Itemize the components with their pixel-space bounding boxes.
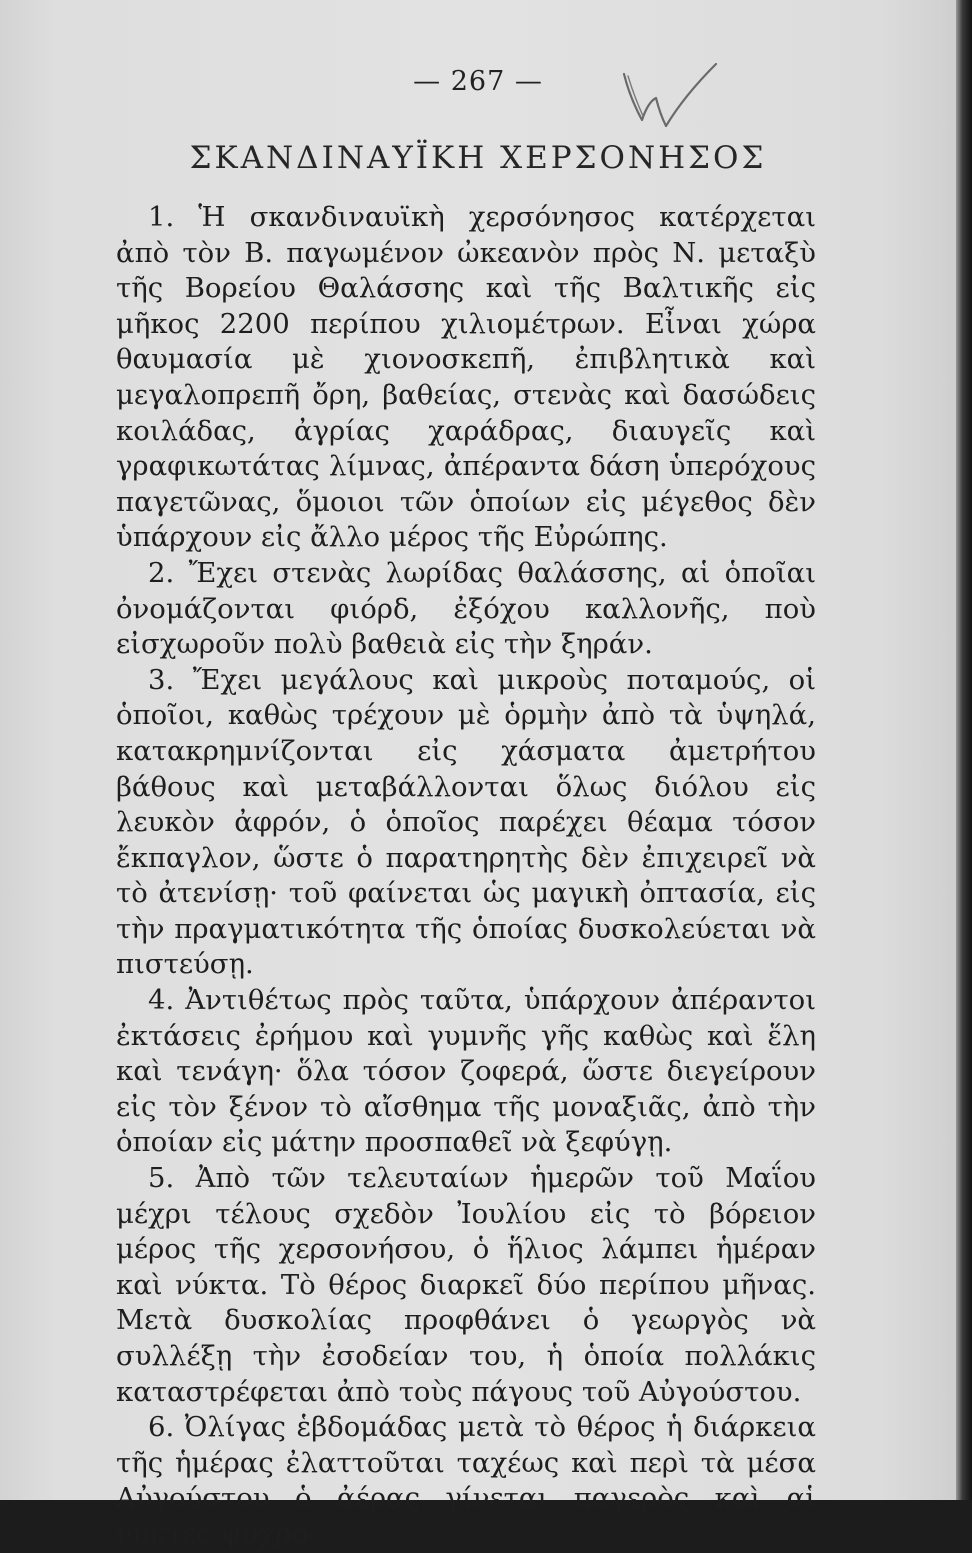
scan-edge-shadow [956, 0, 972, 1500]
chapter-title: ΣΚΑΝΔΙΝΑΥΪΚΗ ΧΕΡΣΟΝΗΣΟΣ [189, 140, 767, 176]
paragraph-6: 6. Ὀλίγας ἑβδομάδας μετὰ τὸ θέρος ἡ διάρκεια τῆς ἡμέρας ἐλαττοῦται ταχέως καὶ περὶ τὰ μέσα Αὐγούστου ὁ ἀέρας γίνεται παγερὸς καὶ αἱ νύκτες ψυχρό- [116, 1411, 816, 1550]
paragraph-3: 3. Ἔχει μεγάλους καὶ μικροὺς ποταμούς, οἱ ὁποῖοι, καθὼς τρέχουν μὲ ὁρμὴν ἀπὸ τὰ ὑψηλά, κατακρημνίζονται εἰς χάσματα ἀμετρήτου βάθους καὶ μεταβάλλονται ὅλως διόλου εἰς λευκὸν ἀφρόν, ὁ ὁποῖος παρέχει θέαμα τόσον ἔκπαγλον, ὥστε ὁ παρατηρητὴς δὲν ἐπιχειρεῖ νὰ τὸ ἀτενίσῃ· τοῦ φαίνεται ὡς μαγικὴ ὀπτασία, εἰς τὴν πραγματικότητα τῆς ὁποίας δυσκολεύεται νὰ πιστεύσῃ. [116, 663, 816, 981]
paragraph-2: 2. Ἔχει στενὰς λωρίδας θαλάσσης, αἱ ὁποῖαι ὀνομάζονται φιόρδ, ἐξόχου καλλονῆς, ποὺ εἰσχωροῦν πολὺ βαθειὰ εἰς τὴν ξηράν. [116, 556, 816, 661]
handwritten-check-mark [612, 58, 722, 138]
page-number: — 267 — [413, 66, 543, 97]
paragraph-1: 1. Ἡ σκανδιναυϊκὴ χερσόνησος κατέρχεται ἀπὸ τὸν Β. παγωμένον ὠκεανὸν πρὸς Ν. μεταξὺ τῆς Βορείου Θαλάσσης καὶ τῆς Βαλτικῆς εἰς μῆκος 2200 περίπου χιλιομέτρων. Εἶναι χώρα θαυμασία μὲ χιονοσκεπῆ, ἐπιβλητικὰ καὶ μεγαλοπρεπῆ ὄρη, βαθείας, στενὰς καὶ δασώδεις κοιλάδας, ἀγρίας χαράδρας, διαυγεῖς καὶ γραφικωτάτας λίμνας, ἀπέραντα δάση ὑπερόχους παγετῶνας, ὅμοιοι τῶν ὁποίων εἰς μέγεθος δὲν ὑπάρχουν εἰς ἄλλο μέρος τῆς Εὐρώπης. [116, 201, 816, 554]
paragraph-4: 4. Ἀντιθέτως πρὸς ταῦτα, ὑπάρχουν ἀπέραντοι ἐκτάσεις ἐρήμου καὶ γυμνῆς γῆς καθὼς καὶ ἕλη καὶ τενάγη· ὅλα τόσον ζοφερά, ὥστε διεγείρουν εἰς τὸν ξένον τὸ αἴσθημα τῆς μοναξιᾶς, ἀπὸ τὴν ὁποίαν εἰς μάτην προσπαθεῖ νὰ ξεφύγῃ. [116, 984, 816, 1159]
body-text [116, 200, 816, 1553]
paragraph-5: 5. Ἀπὸ τῶν τελευταίων ἡμερῶν τοῦ Μαΐου μέχρι τέλους σχεδὸν Ἰουλίου εἰς τὸ βόρειον μέρος τῆς χερσονήσου, ὁ ἥλιος λάμπει ἡμέραν καὶ νύκτα. Τὸ θέρος διαρκεῖ δύο περίπου μῆνας. Μετὰ δυσκολίας προφθάνει ὁ γεωργὸς νὰ συλλέξῃ τὴν ἐσοδείαν του, ἡ ὁποία πολλάκις καταστρέφεται ἀπὸ τοὺς πάγους τοῦ Αὐγούστου. [116, 1162, 816, 1408]
